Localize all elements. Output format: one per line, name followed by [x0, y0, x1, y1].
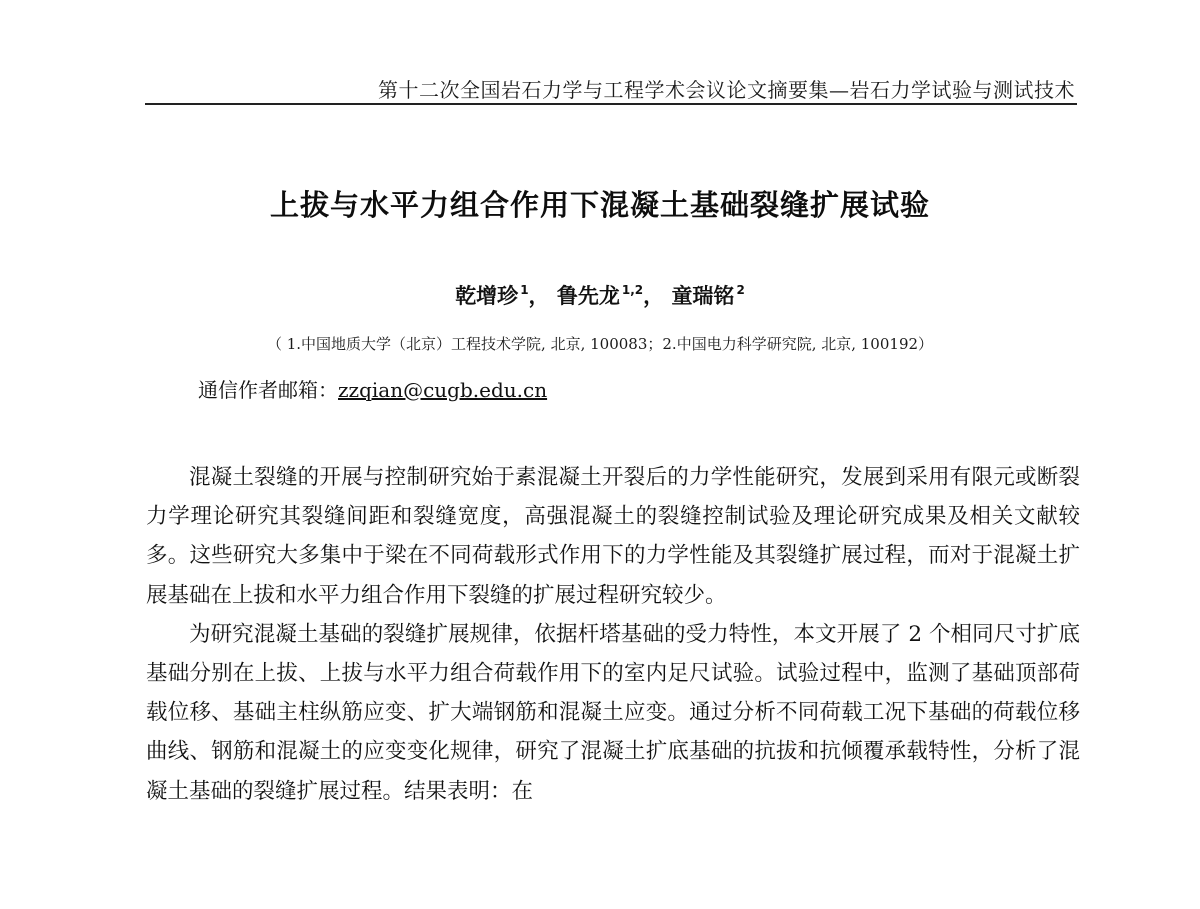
author-list [0, 280, 1200, 310]
header-rule [145, 103, 1077, 105]
email-label: 通信作者邮箱： [198, 378, 338, 402]
contact-email-line [198, 374, 547, 403]
author-name: 童瑞铭 [671, 284, 735, 308]
email-link[interactable]: zzqian@cugb.edu.cn [338, 378, 548, 402]
author-affiliation-mark: 1,2 [621, 283, 644, 297]
affiliation-line: （ 1.中国地质大学（北京）工程技术学院, 北京, 100083；2.中国电力科学研究院, 北京, 100192） [266, 335, 934, 353]
author-name: 乾增珍 [455, 284, 519, 308]
paper-title: 上拔与水平力组合作用下混凝土基础裂缝扩展试验 [269, 188, 930, 222]
author-separator: ， [643, 284, 665, 308]
body-paragraph: 为研究混凝土基础的裂缝扩展规律，依据杆塔基础的受力特性，本文开展了 2 个相同尺寸扩底基础分别在上拔、上拔与水平力组合荷载作用下的室内足尺试验。试验过程中，监测了基础顶部荷载位移、基础主柱纵筋应变、扩大端钢筋和混凝土应变。通过分析不同荷载工况下基础的荷载位移曲线、钢筋和混凝土的应变变化规律，研究了混凝土扩底基础的抗拔和抗倾覆承载特性，分析了混凝土基础的裂缝扩展过程。结果表明：在 [146, 621, 1080, 804]
author-affiliation-mark: 1 [520, 283, 529, 297]
author-name: 鲁先龙 [556, 284, 620, 308]
running-header: 第十二次全国岩石力学与工程学术会议论文摘要集—岩石力学试验与测试技术 [378, 78, 1075, 102]
body-paragraph: 混凝土裂缝的开展与控制研究始于素混凝土开裂后的力学性能研究，发展到采用有限元或断裂力学理论研究其裂缝间距和裂缝宽度，高强混凝土的裂缝控制试验及理论研究成果及相关文献较多。这些研究大多集中于梁在不同荷载形式作用下的力学性能及其裂缝扩展过程，而对于混凝土扩展基础在上拔和水平力组合作用下裂缝的扩展过程研究较少。 [146, 465, 1080, 608]
abstract-body [146, 458, 1080, 811]
author-separator: ， [528, 284, 550, 308]
author-affiliation-mark: 2 [736, 283, 745, 297]
